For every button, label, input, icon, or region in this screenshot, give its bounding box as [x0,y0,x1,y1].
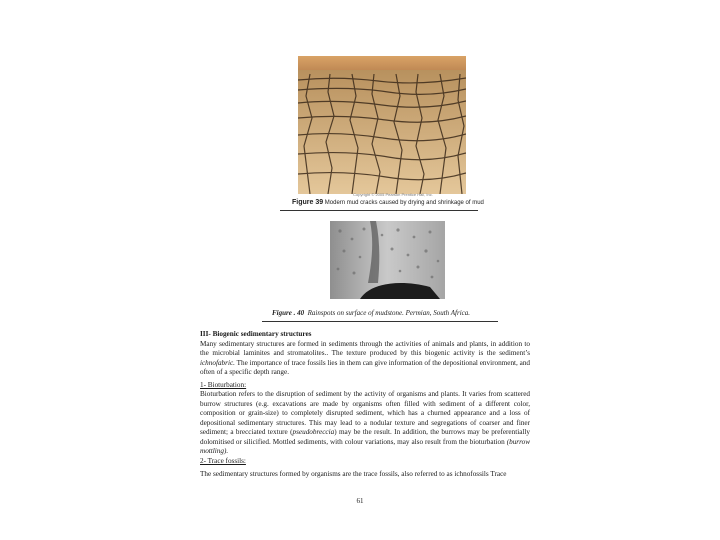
intro-text-1: Many sedimentary structures are formed in sediments through the activities of animals and plants, in addition to the microbial laminites and stromatolites.. The texture produced by this biogenic activity is the sediment’s [200,339,530,357]
figure-40-label: Figure . 40 [272,309,305,317]
figure-39-caption-text: Modern mud cracks caused by drying and shrinkage of mud [324,200,484,206]
figure-39-caption [292,199,484,206]
bioturbation-text-1: Bioturbation refers to the disruption of sediment by the activity of organisms and plants. It varies from scattered burrow structures (e.g. excavations are made by organisms often filled with sediment of a different color, composition or grain-size) to completely disrupted sediment, which has a churned appearance and a loss of depositional sedimentary structures. This may lead to a nodular texture and segregations of coarser and finer sediment; a brecciated texture ( [200,390,530,436]
bioturbation-paragraph [200,390,530,457]
rainspots-photo [330,221,445,299]
figure-39-label: Figure 39 [292,199,324,206]
body-text [200,330,530,480]
figure-39-copyright: Copyright © 2005 Pearson Prentice Hall, Inc. [353,192,433,197]
bioturbation-text-2: ) may be the result. In addition, the burrows may be preferentially dolomitised or silicified. Mottled sediments, with colour variations, may also result from the bioturbation [200,428,530,446]
trace-fossils-title: 2- Trace fossils: [200,456,246,465]
bioturbation-title: 1- Bioturbation: [200,380,247,389]
section-heading: III- Biogenic sedimentary structures [200,330,312,338]
figure-39-divider [280,210,478,211]
intro-paragraph [200,340,530,378]
mud-cracks-photo [298,56,466,194]
bioturbation-italic-2: (burrow mottling). [200,437,530,455]
trace-fossils-paragraph: The sedimentary structures formed by organisms are the trace fossils, also referred to as ichnofossils Trace [200,470,507,478]
figure-40-divider [262,321,498,322]
page-number: 61 [356,497,364,505]
figure-40-caption [272,309,470,317]
figure-40-caption-text: Rainspots on surface of mudstone. Permian, South Africa. [307,309,471,317]
intro-text-2: The importance of trace fossils lies in them can give information of the depositional environment, and often of a specific depth range. [200,358,531,376]
intro-italic: ichnofabric. [200,358,235,367]
bioturbation-italic-1: pseudobreccia [292,428,335,436]
